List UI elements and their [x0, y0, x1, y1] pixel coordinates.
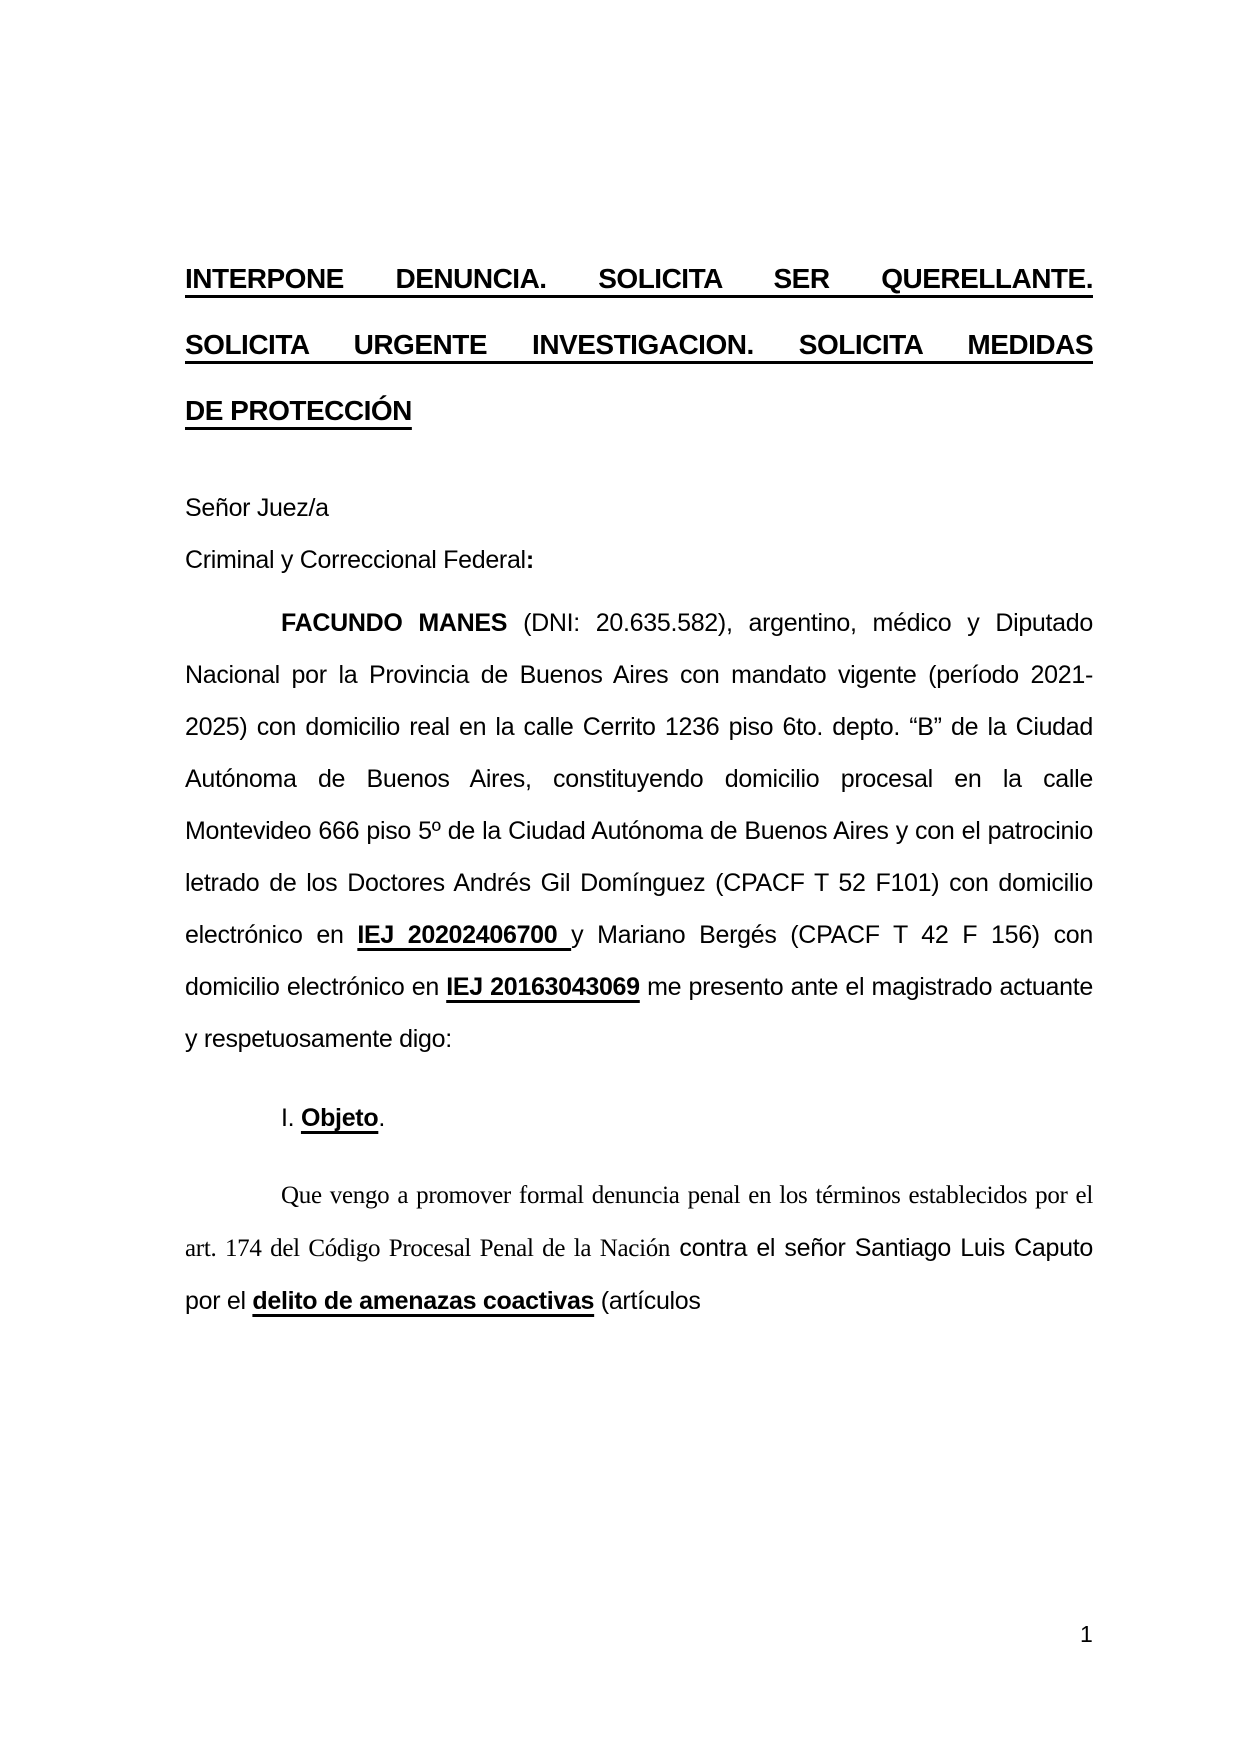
salutation-court: Criminal y Correccional Federal:	[185, 546, 534, 574]
intro-paragraph: FACUNDO MANES (DNI: 20.635.582), argentino, médico y Diputado Nacional por la Provincia de Buenos Aires con mandato vigente (período 2021-2025) con domicilio real en la calle Cerrito 1236 piso 6to. depto. “B” de la Ciudad Autónoma de Buenos Aires, constituyendo domicilio procesal en la calle Montevideo 666 piso 5º de la Ciudad Autónoma de Buenos Aires y con el patrocinio letrado de los Doctores Andrés Gil Domínguez (CPACF T 52 F101) con domicilio electrónico en IEJ 20202406700 y Mariano Bergés (CPACF T 42 F 156) con domicilio electrónico en IEJ 20163043069 me presento ante el magistrado actuante y respetuosamente digo:	[185, 609, 1094, 1053]
title-line-3: DE PROTECCIÓN	[185, 395, 412, 426]
objeto-paragraph: Que vengo a promover formal denuncia penal en los términos establecidos por el art. 174 del Código Procesal Penal de la Nación contra el señor Santiago Luis Caputo por el delito de amenazas coactivas (artículos	[185, 1182, 1093, 1315]
title-line-2: SOLICITA URGENTE INVESTIGACION. SOLICITA MEDIDAS	[185, 329, 1093, 360]
document-title	[185, 246, 1093, 444]
title-line-1: INTERPONE DENUNCIA. SOLICITA SER QUERELLANTE.	[185, 263, 1093, 294]
salutation-block	[185, 482, 1093, 586]
page-number: 1	[1080, 1621, 1093, 1647]
document-content	[185, 0, 1093, 1327]
section-heading-objeto: I. Objeto.	[281, 1104, 385, 1132]
salutation-judge: Señor Juez/a	[185, 494, 329, 522]
